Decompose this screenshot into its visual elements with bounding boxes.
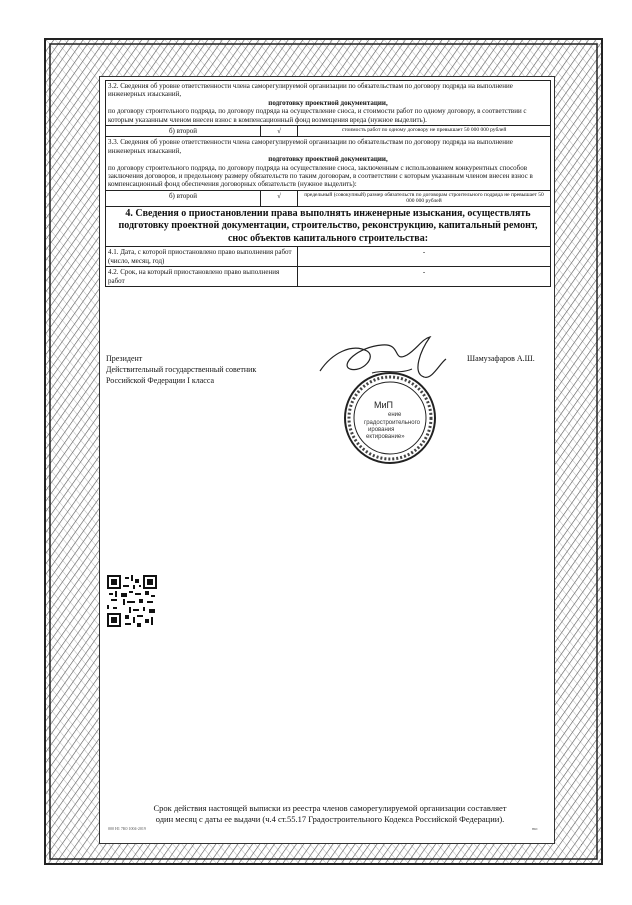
seal-text-1: МиП	[374, 400, 393, 410]
validity-notice-line-1: Срок действия настоящей выписки из реестра членов саморегулируемой организации составляет	[153, 803, 507, 813]
section-3-2-heading: 3.2. Сведения об уровне ответственности члена саморегулируемой организации по обязательствам по договору подряда на выполнение инженерных изысканий,	[108, 82, 513, 99]
section-3-2-cell	[106, 81, 551, 126]
section-3-3-body: по договору строительного подряда, по договору подряда на осуществление сноса, заключенным с использованием конкурентных способов заключения договоров, и предельному размеру обязательств по таким договорам, в соответствии с которым указанным членом внесен взнос в компенсационный фонд обеспечения договорных обязательств (нужное выделить):	[108, 163, 533, 189]
seal-text-3: градостроительного	[364, 420, 420, 426]
section-3-2-level-label: б) второй	[106, 125, 261, 136]
signatory-title	[106, 354, 256, 386]
section-4-header-row	[106, 206, 551, 247]
seal-text-2: ение	[388, 412, 402, 418]
section-4-1-label: 4.1. Дата, с которой приостановлено право выполнения работ (число, месяц, год)	[106, 247, 298, 267]
validity-notice-line-2: один месяц с даты ее выдачи (ч.4 ст.55.17 Градостроительного Кодекса Российской Федерации).	[155, 814, 505, 825]
section-3-3-cell	[106, 137, 551, 190]
signatory-title-line-3: Российской Федерации I класса	[106, 375, 215, 385]
section-3-3-level-label: б) второй	[106, 190, 261, 206]
section-3-3-level-value: предельный (совокупный) размер обязательств по договорам строительного подряда не превышает 50 000 000 рублей	[298, 190, 551, 206]
section-4-heading: 4. Сведения о приостановлении права выполнять инженерные изыскания, осуществлять подготовку проектной документации, строительство, реконструкцию, капитальный ремонт, снос объектов капитального строительства:	[106, 206, 551, 247]
validity-notice	[110, 803, 550, 826]
form-code: 000 Н1 7К0 1004-2019	[108, 826, 146, 831]
seal-text-5: ектирование»	[366, 434, 405, 440]
section-3-3-level-row	[106, 190, 551, 206]
qr-code	[107, 575, 157, 627]
signatory-title-line-1: Президент	[106, 354, 143, 363]
section-3-3-heading: 3.3. Сведения об уровне ответственности члена саморегулируемой организации по обязательствам по договору подряда на выполнение инженерных изысканий,	[108, 138, 513, 155]
section-3-3-subheading: подготовку проектной документации,	[268, 155, 388, 164]
form-mark: нкс	[532, 826, 538, 831]
section-4-1-value: -	[298, 247, 551, 267]
section-3-2-subheading: подготовку проектной документации,	[268, 98, 388, 107]
section-3-2-level-row	[106, 125, 551, 136]
section-4-row-1	[106, 247, 551, 267]
organization-seal	[342, 368, 438, 468]
section-3-2-body: по договору строительного подряда, по договору подряда на осуществление сноса, и стоимости работ по одному договору, в соответствии с которым указанным членом внесен взнос в компенсационный фонд возмещения вреда (нужное выделить).	[108, 107, 527, 124]
section-3-3-header-row	[106, 137, 551, 190]
section-4-2-value: -	[298, 267, 551, 287]
signatory-title-line-2: Действительный государственный советник	[106, 364, 257, 374]
section-3-2-checkmark: √	[261, 125, 298, 136]
section-3-3-checkmark: √	[261, 190, 298, 206]
section-3-2-level-value: стоимость работ по одному договору не превышает 50 000 000 рублей	[298, 125, 551, 136]
seal-text-4: ирования	[368, 427, 395, 433]
membership-details-table	[105, 80, 551, 287]
signatory-name: Шамузафаров А.Ш.	[467, 354, 535, 363]
section-4-row-2	[106, 267, 551, 287]
section-4-2-label: 4.2. Срок, на который приостановлено право выполнения работ	[106, 267, 298, 287]
section-3-2-header-row	[106, 81, 551, 126]
